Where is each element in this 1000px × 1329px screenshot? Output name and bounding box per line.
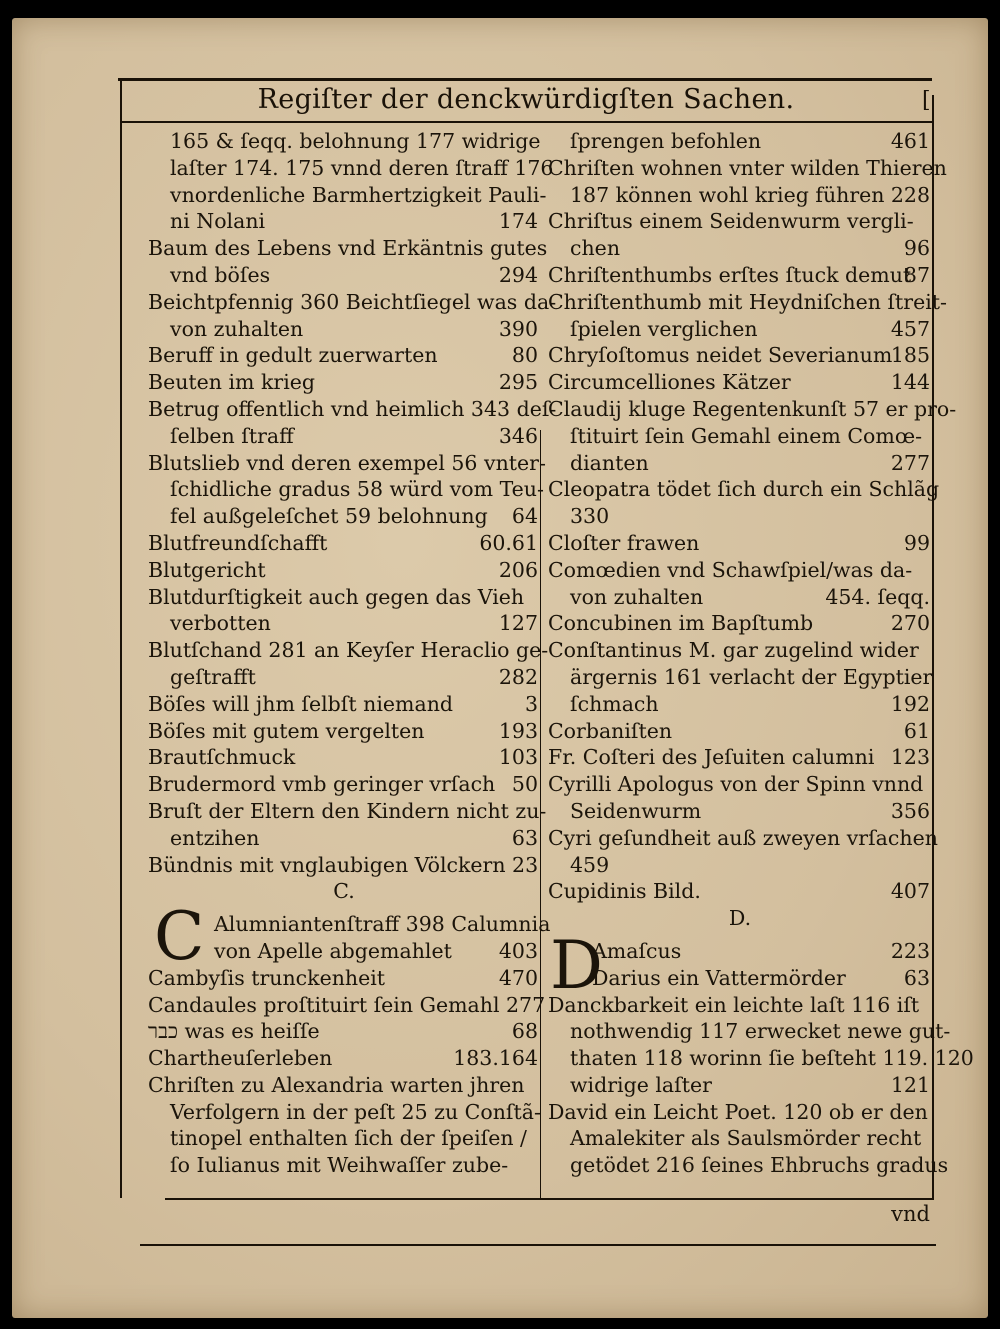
page-number: 68 bbox=[511, 1019, 538, 1044]
page-number: 454. ſeqq. bbox=[825, 584, 930, 609]
entry-text: getödet 216 ſeines Ehbruchs gradus bbox=[570, 1153, 949, 1178]
entry-text: vnd böſes bbox=[170, 262, 271, 287]
entry-text: Candaules proſtituirt ſein Gemahl 277 bbox=[148, 992, 546, 1017]
page-number: 63 bbox=[511, 825, 538, 850]
index-entry bbox=[148, 1125, 540, 1152]
page-number: 390 bbox=[498, 316, 538, 341]
entry-text: ſchmach bbox=[570, 691, 659, 716]
entry-text: Cyrilli Apologus von der Spinn vnnd bbox=[548, 772, 924, 797]
right-column bbox=[548, 128, 974, 1179]
page-number: 223 bbox=[890, 938, 930, 963]
section-letter-c bbox=[148, 878, 540, 905]
entry-text: ſo Iulianus mit Weihwaſſer zube- bbox=[170, 1153, 509, 1178]
page-number: 123 bbox=[890, 745, 930, 770]
index-entry bbox=[548, 316, 932, 343]
entry-text: ſprengen befohlen bbox=[570, 129, 762, 153]
page-number: 127 bbox=[498, 611, 538, 636]
index-entry bbox=[548, 557, 932, 584]
page-number: 99 bbox=[903, 530, 930, 555]
footer-rule bbox=[165, 1198, 933, 1200]
index-entry bbox=[148, 530, 540, 557]
index-entry bbox=[148, 396, 557, 423]
entry-text: von Apelle abgemahlet bbox=[214, 938, 452, 963]
entry-text: Amalekiter als Saulsmörder recht bbox=[570, 1126, 922, 1151]
entry-text: Circumcelliones Kätzer bbox=[548, 370, 791, 395]
page-number: 174 bbox=[498, 209, 538, 234]
page-number: 144 bbox=[890, 370, 930, 395]
entry-text: Beichtpfennig 360 Beichtſiegel was da- bbox=[148, 289, 557, 314]
entry-text: fel außgeleſchet 59 belohnung bbox=[170, 504, 488, 529]
entry-text: Claudij kluge Regentenkunſt 57 er pro- bbox=[548, 396, 957, 421]
index-entry bbox=[148, 316, 540, 343]
entry-text: Bruſt der Eltern den Kindern nicht zu- bbox=[148, 798, 547, 823]
index-entry bbox=[148, 1045, 540, 1072]
index-entry bbox=[148, 262, 540, 289]
page-number: 3 bbox=[524, 691, 538, 716]
page-number: 185 bbox=[890, 343, 930, 368]
entry-text: Blutfreundſchafft bbox=[148, 530, 328, 555]
index-entry bbox=[148, 584, 540, 611]
section-letter-d bbox=[548, 905, 932, 932]
entry-text: Comœdien vnd Schawſpiel/was da- bbox=[548, 557, 913, 582]
entry-text: Verfolgern in der peſt 25 zu Conſtã- bbox=[170, 1099, 541, 1124]
index-entry bbox=[548, 1072, 932, 1099]
index-entry bbox=[548, 992, 932, 1019]
entry-text: Beuten im krieg bbox=[148, 370, 316, 395]
entry-text: von zuhalten bbox=[570, 584, 704, 609]
entry-text: ärgernis 161 verlacht der Egyptier bbox=[570, 664, 933, 689]
entry-text: Böſes mit gutem vergelten bbox=[148, 718, 425, 743]
page-number: 80 bbox=[511, 343, 538, 368]
entry-text: Conſtantinus M. gar zugelind wider bbox=[548, 638, 919, 663]
index-entry bbox=[548, 289, 947, 316]
entry-text: Cambyſis trunckenheit bbox=[148, 965, 386, 990]
index-entry bbox=[148, 610, 540, 637]
page-number: 87 bbox=[903, 262, 930, 287]
page-number: 228 bbox=[890, 182, 930, 207]
entry-text: Cyri geſundheit auß zweyen vrſachen bbox=[548, 825, 938, 850]
entry-text: ni Nolani bbox=[170, 209, 266, 234]
page-number: 461 bbox=[890, 129, 930, 153]
index-entry bbox=[148, 1018, 540, 1045]
index-entry bbox=[548, 342, 932, 369]
index-entry bbox=[548, 182, 932, 209]
entry-text: Brudermord vmb geringer vrſach bbox=[148, 772, 496, 797]
index-entry bbox=[148, 852, 540, 879]
entry-text: Darius ein Vattermörder bbox=[592, 965, 846, 990]
entry-text: tinopel enthalten ſich der ſpeiſen / bbox=[170, 1126, 527, 1151]
left-frame-rule bbox=[120, 78, 122, 1198]
index-entry bbox=[148, 1099, 540, 1126]
entry-text: Chryſoſtomus neidet Severianum bbox=[548, 343, 893, 368]
page-number: 206 bbox=[498, 557, 538, 582]
index-entry bbox=[548, 450, 932, 477]
index-entry bbox=[148, 637, 549, 664]
entry-text: Blutſchand 281 an Keyſer Heraclio ge- bbox=[148, 638, 549, 663]
index-entry bbox=[548, 1018, 951, 1045]
index-entry bbox=[148, 691, 540, 718]
section-letter-d-text: D. bbox=[728, 906, 752, 931]
index-entry bbox=[148, 965, 540, 992]
index-entry bbox=[548, 155, 947, 182]
index-entry bbox=[548, 691, 932, 718]
entry-text: chen bbox=[570, 236, 621, 261]
index-entry bbox=[148, 825, 540, 852]
left-column bbox=[148, 128, 557, 1179]
index-entry bbox=[148, 1152, 540, 1179]
index-entry bbox=[548, 208, 932, 235]
entry-text: Betrug offentlich vnd heimlich 343 deſ- bbox=[148, 396, 557, 421]
index-entry bbox=[548, 584, 932, 611]
entry-text: Baum des Lebens vnd Erkäntnis gutes bbox=[148, 236, 548, 261]
entry-text: Blutgericht bbox=[148, 557, 266, 582]
entry-text: Chartheuſerleben bbox=[148, 1046, 333, 1071]
index-entry bbox=[548, 476, 940, 503]
index-entry bbox=[548, 396, 957, 423]
page-number: 346 bbox=[498, 423, 538, 448]
index-entry bbox=[548, 128, 932, 155]
index-entry bbox=[148, 911, 551, 938]
header-mark: [ bbox=[922, 88, 931, 113]
entry-text: Cloſter frawen bbox=[548, 530, 700, 555]
entry-text: thaten 118 worinn ſie beſteht 119. 120 bbox=[570, 1046, 974, 1071]
entry-text: Chriſtus einem Seidenwurm vergli- bbox=[548, 209, 914, 234]
page-number: 64 bbox=[511, 504, 538, 529]
index-entry bbox=[148, 771, 540, 798]
page-number: 407 bbox=[890, 879, 930, 904]
page-number: 356 bbox=[890, 798, 930, 823]
index-entry bbox=[148, 718, 540, 745]
entry-text: Cupidinis Bild. bbox=[548, 879, 701, 904]
entry-text: laſter 174. 175 vnnd deren ſtraff 176 bbox=[170, 155, 554, 180]
index-entry bbox=[148, 369, 540, 396]
entry-text: nothwendig 117 erwecket newe gut- bbox=[570, 1019, 951, 1044]
entry-text: Chriſtenthumb mit Heydniſchen ſtreit- bbox=[548, 289, 947, 314]
page-number: 470 bbox=[498, 965, 538, 990]
page-number: 282 bbox=[498, 664, 538, 689]
index-entry bbox=[548, 262, 932, 289]
page-number: 50 bbox=[511, 772, 538, 797]
catchword: vnd bbox=[891, 1202, 930, 1226]
index-entry bbox=[548, 1045, 974, 1072]
entry-text: 165 & ſeqq. belohnung 177 widrige bbox=[170, 129, 541, 153]
entry-text: 459 bbox=[570, 852, 610, 877]
index-entry bbox=[148, 235, 548, 262]
entry-text: Chriſten zu Alexandria warten jhren bbox=[148, 1072, 525, 1097]
entry-text: Alumniantenſtraff 398 Calumnia bbox=[214, 912, 551, 937]
entry-text: dianten bbox=[570, 450, 649, 475]
index-entry bbox=[548, 1099, 932, 1126]
index-entry bbox=[548, 637, 932, 664]
page-number: 60.61 bbox=[479, 530, 538, 555]
entry-text: entzihen bbox=[170, 825, 260, 850]
entry-text: Bündnis mit vnglaubigen Völckern 23 bbox=[148, 852, 539, 877]
index-entry bbox=[148, 664, 540, 691]
index-entry bbox=[148, 155, 554, 182]
index-entry bbox=[548, 798, 932, 825]
index-entry bbox=[148, 503, 540, 530]
index-entry bbox=[548, 938, 932, 965]
page-number: 270 bbox=[890, 611, 930, 636]
page-number: 96 bbox=[903, 236, 930, 261]
index-entry bbox=[548, 530, 932, 557]
entry-text: Corbaniſten bbox=[548, 718, 673, 743]
index-entry bbox=[548, 744, 932, 771]
page-number: 192 bbox=[890, 691, 930, 716]
index-entry bbox=[148, 1072, 540, 1099]
index-entry bbox=[548, 965, 932, 992]
index-entry bbox=[548, 423, 932, 450]
entry-text: Danckbarkeit ein leichte laſt 116 iſt bbox=[548, 992, 920, 1017]
index-entry bbox=[148, 342, 540, 369]
index-entry bbox=[548, 1152, 949, 1179]
entry-text: geſtrafft bbox=[170, 664, 256, 689]
entry-text: כבר was es heiſſe bbox=[148, 1019, 320, 1044]
index-entry bbox=[148, 992, 546, 1019]
entry-text: Concubinen im Bapſtumb bbox=[548, 611, 814, 636]
index-entry bbox=[548, 852, 932, 879]
page-number: 183.164 bbox=[453, 1046, 538, 1071]
index-entry bbox=[148, 423, 540, 450]
index-entry bbox=[548, 1125, 932, 1152]
index-entry bbox=[148, 182, 547, 209]
entry-text: ſelben ſtraff bbox=[170, 423, 294, 448]
index-entry bbox=[548, 369, 932, 396]
dropcap-d: D bbox=[550, 927, 603, 1004]
index-entry bbox=[148, 450, 546, 477]
page-number: 121 bbox=[890, 1072, 930, 1097]
entry-text: Blutdurſtigkeit auch gegen das Vieh bbox=[148, 584, 525, 609]
page-number: 193 bbox=[498, 718, 538, 743]
entry-text: Fr. Coſteri des Jeſuiten calumni bbox=[548, 745, 875, 770]
entry-text: Cleopatra tödet ſich durch ein Schlãg bbox=[548, 477, 940, 502]
entry-text: widrige laſter bbox=[570, 1072, 712, 1097]
index-entry bbox=[148, 128, 540, 155]
entry-text: Chriſten wohnen vnter wilden Thieren bbox=[548, 155, 947, 180]
index-entry bbox=[548, 664, 932, 691]
entry-text: Amaſcus bbox=[592, 938, 682, 963]
index-entry bbox=[548, 825, 938, 852]
entry-text: David ein Leicht Poet. 120 ob er den bbox=[548, 1099, 928, 1124]
entry-text: 330 bbox=[570, 504, 610, 529]
index-entry bbox=[548, 610, 932, 637]
entry-text: von zuhalten bbox=[170, 316, 304, 341]
page-title: Regiſter der denckwürdigſten Sachen. bbox=[257, 84, 795, 115]
index-entry bbox=[148, 938, 540, 965]
entry-text: Böſes will jhm ſelbſt niemand bbox=[148, 691, 454, 716]
index-entry bbox=[548, 235, 932, 262]
entry-text: verbotten bbox=[170, 611, 271, 636]
dropcap-c: C bbox=[154, 898, 205, 976]
index-entry bbox=[148, 744, 540, 771]
entry-text: ſtituirt ſein Gemahl einem Comœ- bbox=[570, 423, 923, 448]
index-entry bbox=[548, 503, 932, 530]
index-entry bbox=[148, 798, 547, 825]
bottom-rule bbox=[140, 1244, 936, 1246]
index-entry bbox=[148, 208, 540, 235]
entry-text: Chriſtenthumbs erſtes ſtuck demut bbox=[548, 262, 912, 287]
entry-text: Blutslieb vnd deren exempel 56 vnter- bbox=[148, 450, 546, 475]
entry-text: ſchidliche gradus 58 würd vom Teu- bbox=[170, 477, 544, 502]
page-number: 103 bbox=[498, 745, 538, 770]
page-number: 457 bbox=[890, 316, 930, 341]
index-entry bbox=[148, 476, 544, 503]
page-number: 277 bbox=[890, 450, 930, 475]
entry-text: Seidenwurm bbox=[570, 798, 702, 823]
page-number: 63 bbox=[903, 965, 930, 990]
entry-text: ſpielen verglichen bbox=[570, 316, 758, 341]
page-number: 61 bbox=[903, 718, 930, 743]
index-entry bbox=[548, 718, 932, 745]
index-entry bbox=[548, 878, 932, 905]
index-entry bbox=[148, 557, 540, 584]
page-number: 294 bbox=[498, 262, 538, 287]
index-entry bbox=[548, 771, 932, 798]
entry-text: Brautſchmuck bbox=[148, 745, 296, 770]
page-number: 295 bbox=[498, 370, 538, 395]
section-letter-c-text: C. bbox=[333, 879, 355, 904]
entry-text: vnordenliche Barmhertzigkeit Pauli- bbox=[170, 182, 547, 207]
entry-text: Beruff in gedult zuerwarten bbox=[148, 343, 438, 368]
index-entry bbox=[148, 289, 557, 316]
entry-text: 187 können wohl krieg führen bbox=[570, 182, 885, 207]
page-number: 403 bbox=[498, 938, 538, 963]
